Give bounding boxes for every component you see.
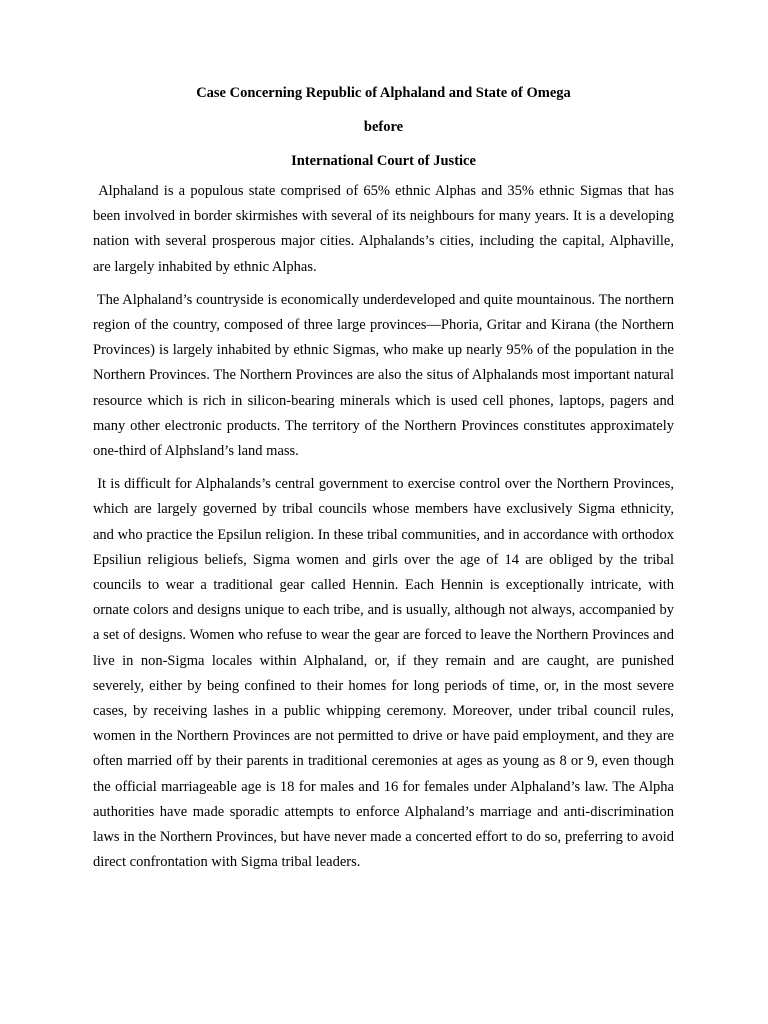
paragraph-intro: Alphaland is a populous state comprised of 65% ethnic Alphas and 35% ethnic Sigmas that has been involved in border skirmishes with several of its neighbours for many years. It is a developing nation with several prosperous major cities. Alphalands’s cities, including the capital, Alphaville, are largely inhabited by ethnic Alphas. [93, 183, 674, 275]
paragraph-governance: It is difficult for Alphalands’s central government to exercise control over the Northern Provinces, which are largely governed by tribal councils whose members have exclusively Sigma ethnicity, and who practice the Epsilun religion. In these tribal communities, and in accordance with orthodox Epsiliun religious beliefs, Sigma women and girls over the age of 14 are obliged by the tribal councils to wear a traditional gear called Hennin. Each Hennin is exceptionally intricate, with ornate colors and designs unique to each tribe, and is usually, although not always, accompanied by a set of designs. Women who refuse to wear the gear are forced to leave the Northern Provinces and live in non-Sigma locales within Alphaland, or, if they remain and are caught, are punished severely, either by being confined to their homes for long periods of time, or, in the most severe cases, by receiving lashes in a public whipping ceremony. Moreover, under tribal council rules, women in the Northern Provinces are not permitted to drive or have paid employment, and they are often married off by their parents in traditional ceremonies at ages as young as 8 or 9, even though the official marriageable age is 18 for males and 16 for females under Alphaland’s law. The Alpha authorities have made sporadic attempts to enforce Alphaland’s marriage and anti-discrimination laws in the Northern Provinces, but have never made a concerted effort to do so, preferring to avoid direct confrontation with Sigma tribal leaders. [93, 476, 674, 871]
document-court-name: International Court of Justice [291, 153, 476, 169]
document-title: Case Concerning Republic of Alphaland and State of Omega [196, 85, 571, 101]
document-page [93, 84, 674, 883]
paragraph-countryside: The Alphaland’s countryside is economically underdeveloped and quite mountainous. The northern region of the country, composed of three large provinces—Phoria, Gritar and Kirana (the Northern Provinces) is largely inhabited by ethnic Sigmas, who make up nearly 95% of the population in the Northern Provinces. The Northern Provinces are also the situs of Alphalands most important natural resource which is rich in silicon-bearing minerals which is used cell phones, laptops, pagers and many other electronic products. The territory of the Northern Provinces constitutes approximately one-third of Alphsland’s land mass. [93, 291, 674, 460]
document-title-before: before [363, 119, 404, 135]
